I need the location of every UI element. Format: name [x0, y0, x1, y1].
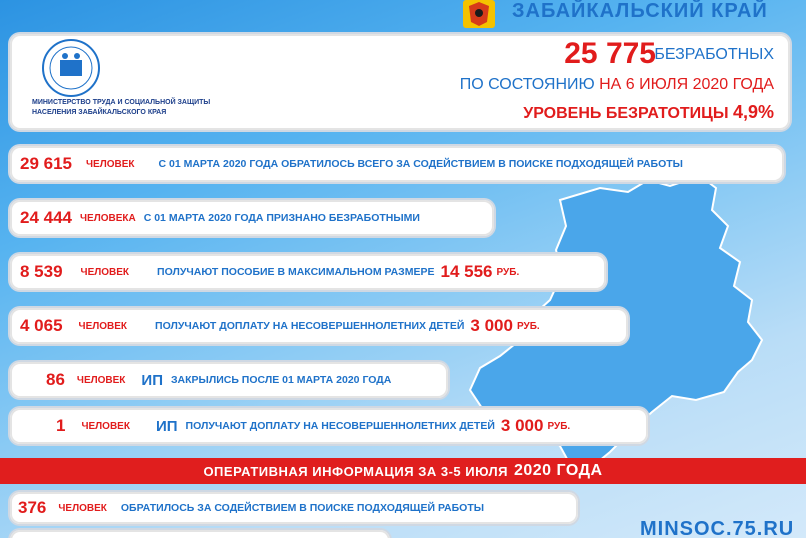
- stat-unit: ЧЕЛОВЕК: [86, 158, 135, 170]
- stat-row-5: [10, 362, 448, 398]
- stat-row-3: [10, 254, 606, 290]
- ministry-name: МИНИСТЕРСТВО ТРУДА И СОЦИАЛЬНОЙ ЗАЩИТЫ НАСЕЛЕНИЯ ЗАБАЙКАЛЬСКОГО КРАЯ: [32, 99, 211, 116]
- stat-number: 8 539: [20, 262, 63, 281]
- stat-number: 1: [56, 416, 66, 435]
- stat-prefix: ИП: [155, 417, 178, 435]
- stat-number: 86: [46, 370, 65, 389]
- stat-row-4: [10, 308, 628, 344]
- stat-currency: РУБ.: [516, 320, 540, 332]
- status-line: [460, 76, 774, 94]
- recent-stat-row: [10, 492, 578, 524]
- stat-number: 376: [18, 498, 47, 517]
- stat-amount: 3 000: [500, 416, 544, 435]
- stat-number: 24 444: [20, 208, 72, 227]
- unemployment-rate: [523, 102, 774, 123]
- stat-row-2: [10, 200, 494, 236]
- rate-value: 4,9%: [732, 102, 774, 122]
- stat-unit: ЧЕЛОВЕК: [81, 420, 130, 432]
- stat-amount: 14 556: [440, 262, 493, 281]
- region-title: ЗАБАЙКАЛЬСКИЙ КРАЙ: [512, 0, 768, 22]
- status-date: НА 6 ИЮЛЯ 2020 ГОДА: [599, 76, 774, 93]
- stat-number: 4 065: [20, 316, 63, 335]
- stat-description: С 01 МАРТА 2020 ГОДА ОБРАТИЛОСЬ ВСЕГО ЗА СОДЕЙСТВИЕМ В ПОИСКЕ ПОДХОДЯЩЕЙ РАБОТЫ: [158, 158, 683, 170]
- stat-description: ПОЛУЧАЮТ ДОПЛАТУ НА НЕСОВЕРШЕННОЛЕТНИХ ДЕТЕЙ: [155, 320, 465, 332]
- rate-label: УРОВЕНЬ БЕЗРАТОТИЦЫ: [523, 105, 729, 122]
- stat-unit: ЧЕЛОВЕК: [58, 502, 107, 514]
- ministry-logo-icon: [32, 38, 110, 98]
- website-link[interactable]: MINSOC.75.RU: [640, 518, 795, 538]
- stat-row-1: [10, 146, 784, 182]
- stat-description: ПОЛУЧАЮТ ПОСОБИЕ В МАКСИМАЛЬНОМ РАЗМЕРЕ: [157, 266, 435, 278]
- stat-description: ПОЛУЧАЮТ ДОПЛАТУ НА НЕСОВЕРШЕННОЛЕТНИХ ДЕТЕЙ: [185, 420, 495, 432]
- coat-of-arms-icon: [459, 0, 499, 30]
- stat-unit: ЧЕЛОВЕК: [80, 266, 130, 278]
- stat-description: ОБРАТИЛОСЬ ЗА СОДЕЙСТВИЕМ В ПОИСКЕ ПОДХОДЯЩЕЙ РАБОТЫ: [120, 502, 485, 514]
- operative-info-banner: [0, 458, 806, 484]
- stat-number: 29 615: [20, 154, 72, 173]
- summary-card: [10, 34, 790, 130]
- stat-description: ЗАКРЫЛИСЬ ПОСЛЕ 01 МАРТА 2020 ГОДА: [170, 374, 392, 386]
- stat-description: С 01 МАРТА 2020 ГОДА ПРИЗНАНО БЕЗРАБОТНЫМИ: [143, 212, 420, 224]
- stat-unit: ЧЕЛОВЕК: [78, 320, 128, 332]
- stat-unit: ЧЕЛОВЕКА: [80, 212, 136, 224]
- status-prefix: ПО СОСТОЯНИЮ: [459, 76, 595, 93]
- banner-text: ОПЕРАТИВНАЯ ИНФОРМАЦИЯ ЗА 3-5 ИЮЛЯ: [203, 463, 508, 479]
- banner-year: 2020 ГОДА: [513, 462, 603, 479]
- stat-row-6: [10, 408, 648, 444]
- stat-currency: РУБ.: [547, 420, 571, 432]
- unemployed-count: 25 775: [564, 37, 656, 70]
- stat-currency: РУБ.: [496, 266, 520, 278]
- stat-unit: ЧЕЛОВЕК: [76, 374, 126, 386]
- unemployed-label: БЕЗРАБОТНЫХ: [654, 46, 774, 63]
- stat-amount: 3 000: [470, 316, 513, 335]
- next-stat-row-partial: [10, 530, 390, 538]
- stat-prefix: ИП: [141, 371, 163, 389]
